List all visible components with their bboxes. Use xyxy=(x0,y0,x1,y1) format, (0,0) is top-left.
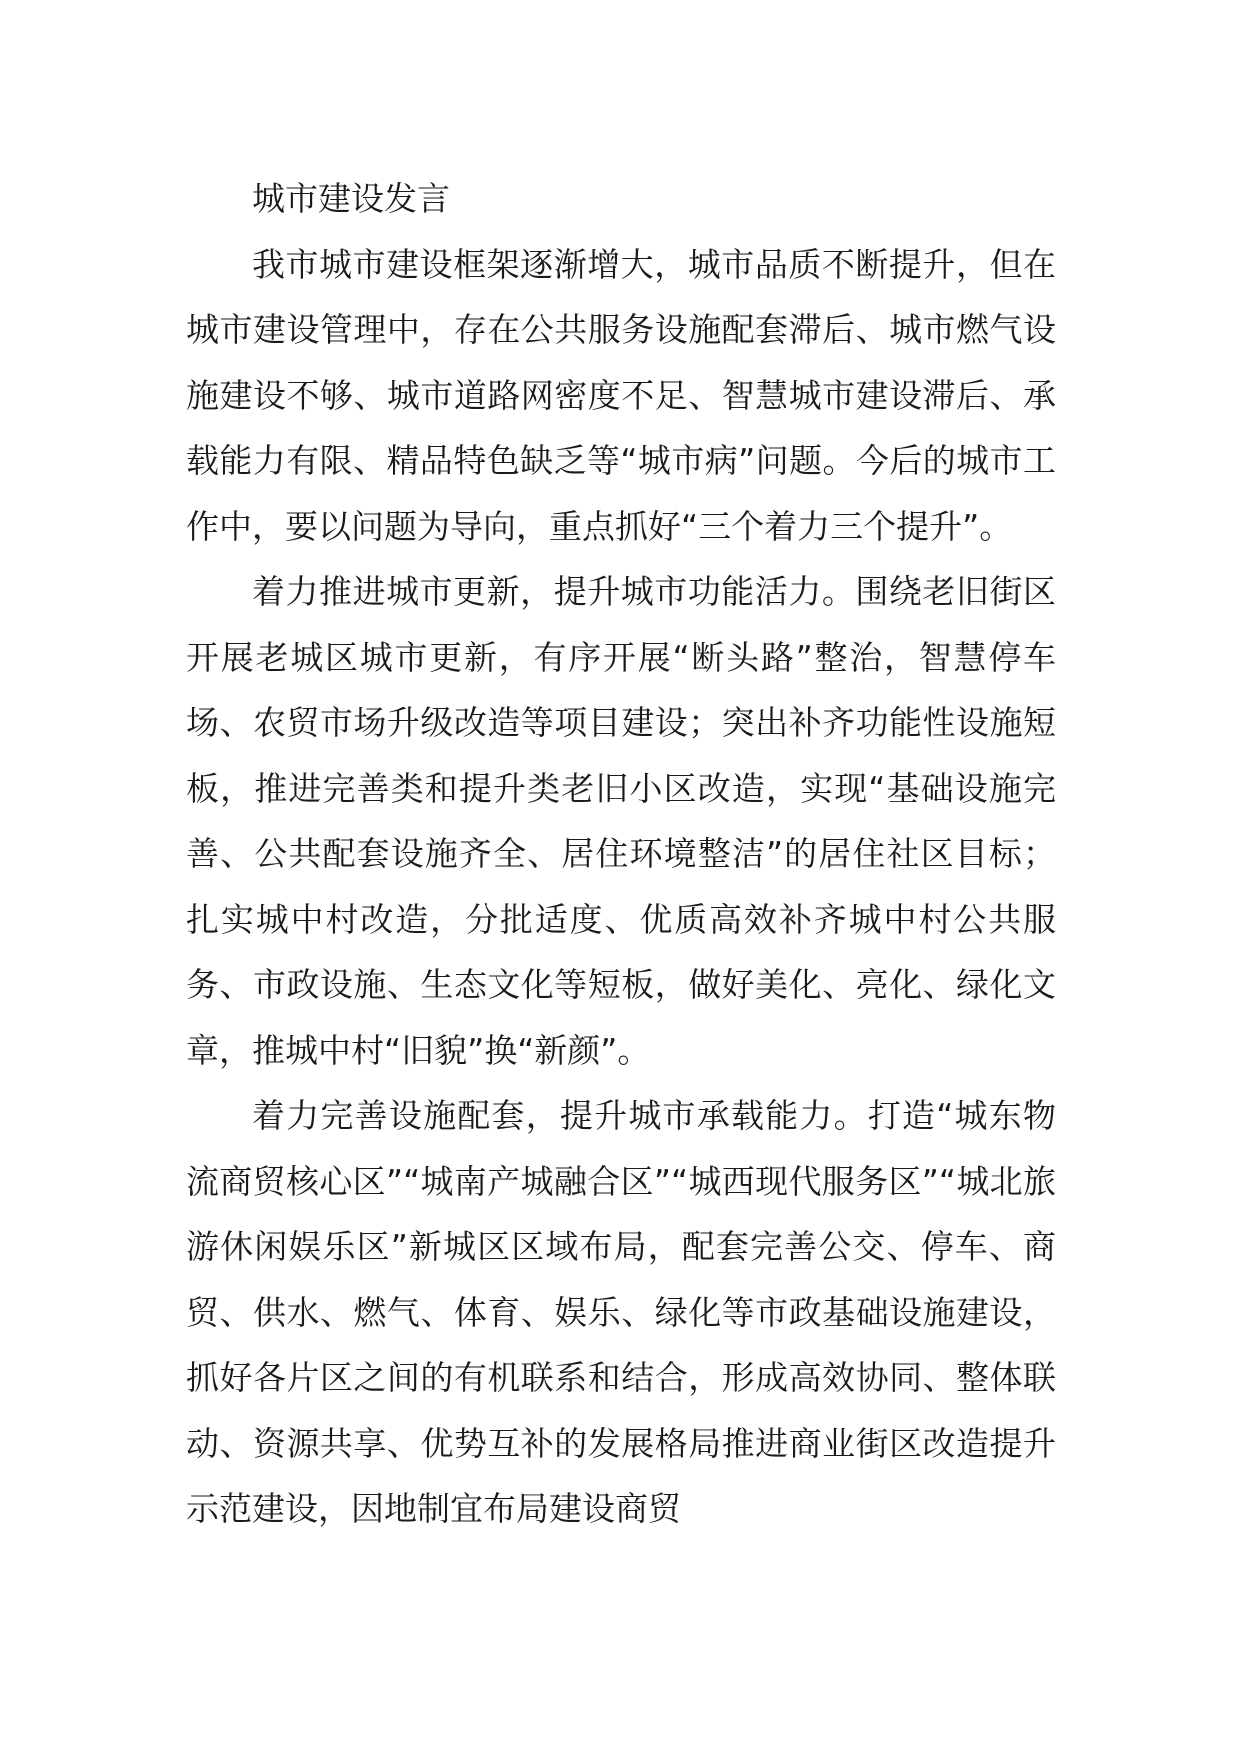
document-title: 城市建设发言 xyxy=(252,179,450,218)
document-page xyxy=(186,166,1056,1542)
paragraph-intro: 我市城市建设框架逐渐增大，城市品质不断提升，但在城市建设管理中，存在公共服务设施配套滞后、城市燃气设施建设不够、城市道路网密度不足、智慧城市建设滞后、承载能力有限、精品特色缺乏等“城市病”问题。今后的城市工作中，要以问题为导向，重点抓好“三个着力三个提升”。 xyxy=(186,244,1056,546)
paragraph-urban-renewal: 着力推进城市更新，提升城市功能活力。围绕老旧街区开展老城区城市更新，有序开展“断头路”整治，智慧停车场、农贸市场升级改造等项目建设；突出补齐功能性设施短板，推进完善类和提升类老旧小区改造，实现“基础设施完善、公共配套设施齐全、居住环境整洁”的居住社区目标；扎实城中村改造，分批适度、优质高效补齐城中村公共服务、市政设施、生态文化等短板，做好美化、亮化、绿化文章，推城中村“旧貌”换“新颜”。 xyxy=(186,572,1056,1070)
paragraph-infrastructure: 着力完善设施配套，提升城市承载能力。打造“城东物流商贸核心区”“城南产城融合区”“城西现代服务区”“城北旅游休闲娱乐区”新城区区域布局，配套完善公交、停车、商贸、供水、燃气、体育、娱乐、绿化等市政基础设施建设，抓好各片区之间的有机联系和结合，形成高效协同、整体联动、资源共享、优势互补的发展格局推进商业街区改造提升示范建设，因地制宜布局建设商贸 xyxy=(186,1096,1056,1528)
